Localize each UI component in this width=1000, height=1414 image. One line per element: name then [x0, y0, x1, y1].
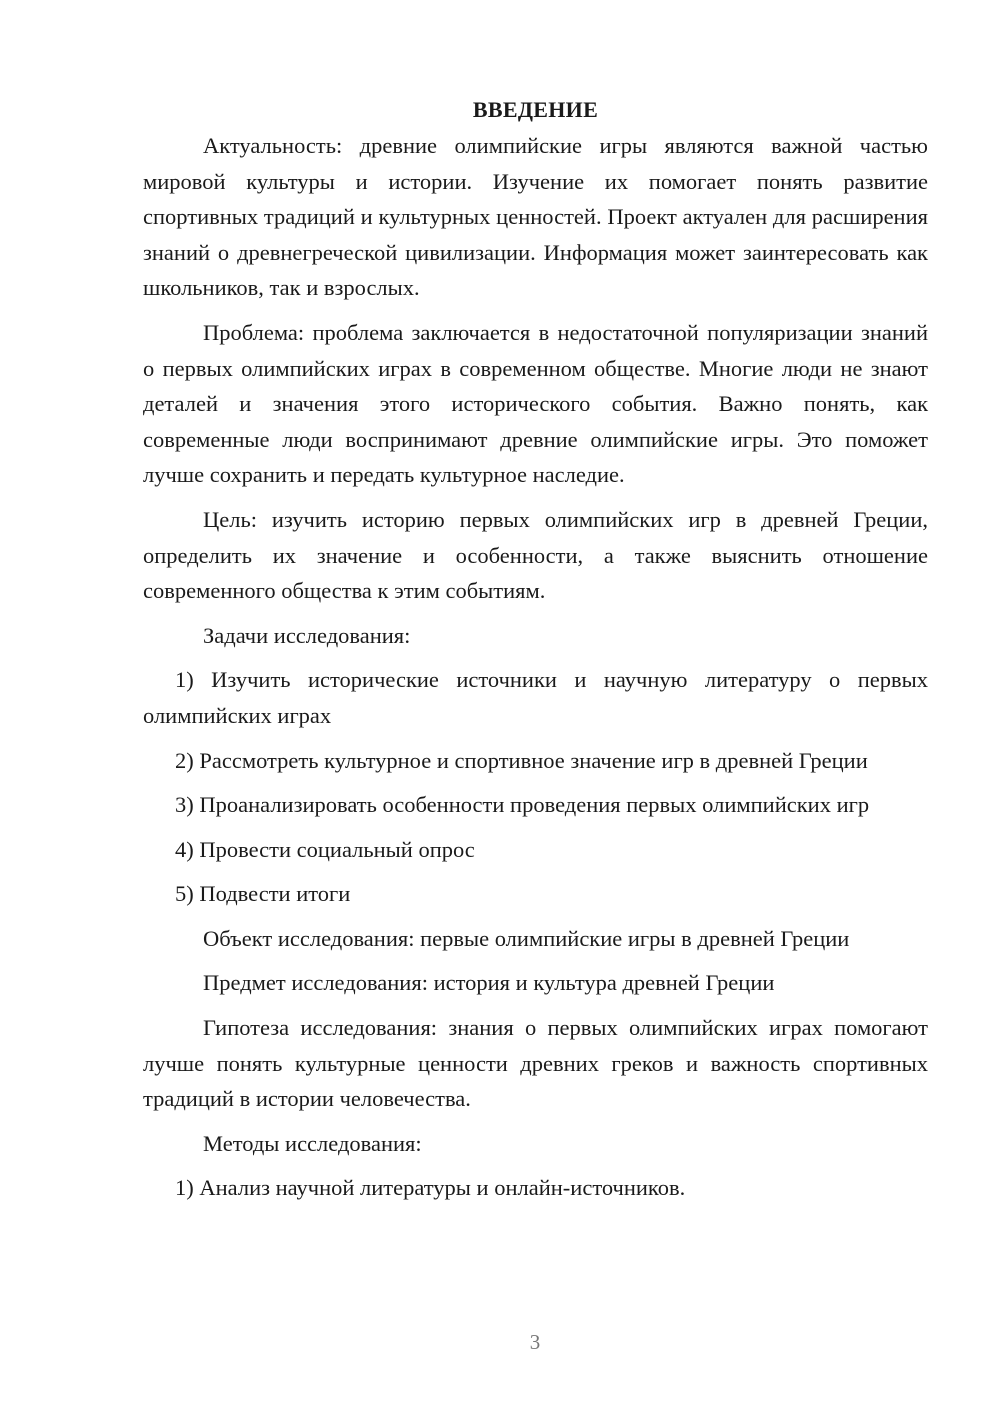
- task-item-3: 3) Проанализировать особенности проведения первых олимпийских игр: [175, 792, 870, 818]
- subject-line: Предмет исследования: история и культура древней Греции: [203, 970, 775, 996]
- task-item-1: 1) Изучить исторические источники и научную литературу о первых олимпийских играх: [143, 667, 928, 728]
- hypothesis-paragraph: Гипотеза исследования: знания о первых олимпийских играх помогают лучше понять культурные ценности древних греков и важность спортивных традиций в истории человечества.: [143, 1015, 928, 1112]
- task-item-2: 2) Рассмотреть культурное и спортивное значение игр в древней Греции: [175, 747, 868, 773]
- relevance-paragraph: Актуальность: древние олимпийские игры являются важной частью мировой культуры и истории. Изучение их помогает понять развитие спортивных традиций и культурных ценностей. Проект актуален для расширения знаний о древнегреческой цивилизации. Информация может заинтересовать как школьников, так и взрослых.: [143, 133, 928, 301]
- object-line: Объект исследования: первые олимпийские игры в древней Греции: [203, 925, 850, 951]
- task-item-5: 5) Подвести итоги: [175, 881, 351, 907]
- section-heading: ВВЕДЕНИЕ: [472, 97, 599, 122]
- goal-paragraph: Цель: изучить историю первых олимпийских игр в древней Греции, определить их значение и особенности, а также выяснить отношение современного общества к этим событиям.: [143, 506, 928, 604]
- document-page: [143, 94, 928, 1215]
- methods-heading: Методы исследования:: [203, 1130, 422, 1156]
- problem-paragraph: Проблема: проблема заключается в недостаточной популяризации знаний о первых олимпийских играх в современном обществе. Многие люди не знают деталей и значения этого исторического события. Важно понять, как современные люди воспринимают древние олимпийские игры. Это поможет лучше сохранить и передать культурное наследие.: [143, 319, 928, 488]
- method-item-1: 1) Анализ научной литературы и онлайн-источников.: [175, 1175, 686, 1201]
- page-number: 3: [529, 1330, 541, 1354]
- tasks-heading: Задачи исследования:: [203, 622, 411, 648]
- task-item-4: 4) Провести социальный опрос: [175, 836, 475, 862]
